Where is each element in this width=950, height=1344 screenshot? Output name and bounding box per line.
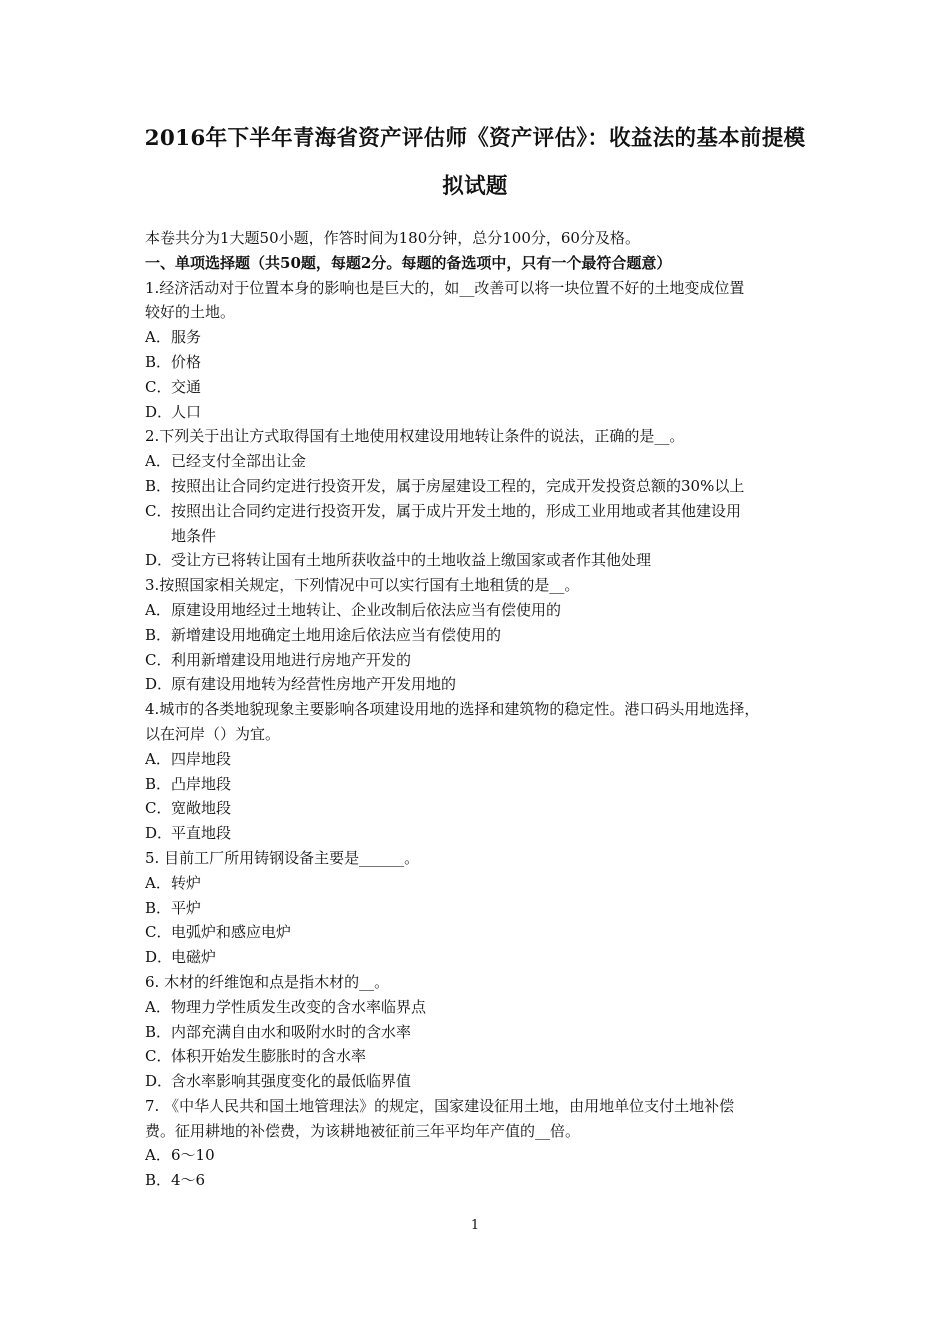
option-text: 电磁炉 (171, 948, 217, 967)
option-text: 价格 (171, 352, 202, 371)
question-1-option (145, 325, 813, 350)
option-text: 交通 (171, 377, 202, 396)
question-3-option (145, 598, 813, 623)
option-letter: D． (145, 1072, 173, 1091)
question-1-option (145, 350, 813, 375)
question-2-option (145, 524, 813, 549)
option-text: 6～10 (171, 1146, 215, 1165)
question-1-option (145, 400, 813, 425)
option-letter: B． (145, 774, 172, 793)
option-text: 服务 (171, 328, 202, 347)
question-6-text: 6. 木材的纤维饱和点是指木材的__。 (145, 972, 390, 991)
option-letter: D． (145, 824, 173, 843)
question-5-option (145, 920, 813, 945)
question-6-option (145, 995, 813, 1020)
question-4-text: 4.城市的各类地貌现象主要影响各项建设用地的选择和建筑物的稳定性。港口码头用地选择， (145, 700, 760, 719)
option-text: 体积开始发生膨胀时的含水率 (171, 1047, 367, 1066)
option-text: 按照出让合同约定进行投资开发，属于房屋建设工程的，完成开发投资总额的30%以上 (171, 476, 745, 495)
question-4-text: 以在河岸（）为宜。 (145, 724, 281, 743)
option-letter: A． (145, 1146, 171, 1165)
option-letter: A． (145, 328, 171, 347)
option-letter: D． (145, 948, 173, 967)
question-4-option (145, 796, 813, 821)
question-7-text: 7. 《中华人民共和国土地管理法》的规定，国家建设征用土地，由用地单位支付土地补偿 (145, 1096, 735, 1115)
option-text: 原建设用地经过土地转让、企业改制后依法应当有偿使用的 (171, 600, 562, 619)
exam-intro: 本卷共分为1大题50小题，作答时间为180分钟，总分100分，60分及格。 (145, 229, 640, 247)
option-text: 利用新增建设用地进行房地产开发的 (171, 650, 412, 669)
option-letter: A． (145, 452, 171, 471)
option-text: 内部充满自由水和吸附水时的含水率 (171, 1022, 412, 1041)
question-6-option (145, 1044, 813, 1069)
option-letter: D． (145, 551, 173, 570)
option-letter: B． (145, 625, 172, 644)
question-4-option (145, 747, 813, 772)
question-2-option (145, 499, 813, 524)
question-2-text: 2.下列关于出让方式取得国有土地使用权建设用地转让条件的说法，正确的是__。 (145, 427, 685, 446)
option-text: 含水率影响其强度变化的最低临界值 (171, 1072, 412, 1091)
question-6-option (145, 1069, 813, 1094)
option-text: 原有建设用地转为经营性房地产开发用地的 (171, 675, 457, 694)
question-1-text: 较好的土地。 (145, 303, 236, 322)
option-letter: C． (145, 650, 172, 669)
question-7-text: 费。征用耕地的补偿费，为该耕地被征前三年平均年产值的__倍。 (145, 1121, 581, 1140)
section-heading: 一、单项选择题（共50题，每题2分。每题的备选项中，只有一个最符合题意） (145, 253, 672, 272)
question-3-option (145, 623, 813, 648)
option-letter: B． (145, 352, 172, 371)
question-4-option (145, 772, 813, 797)
option-letter: D． (145, 402, 173, 421)
option-text: 平炉 (171, 898, 202, 917)
option-letter: C． (145, 799, 172, 818)
option-text: 宽敞地段 (171, 799, 232, 818)
question-5-option (145, 945, 813, 970)
question-3-text: 3.按照国家相关规定，下列情况中可以实行国有土地租赁的是__。 (145, 576, 580, 595)
option-letter: A． (145, 873, 171, 892)
option-text: 受让方已将转让国有土地所获收益中的土地收益上缴国家或者作其他处理 (171, 551, 652, 570)
question-1-text: 1.经济活动对于位置本身的影响也是巨大的，如__改善可以将一块位置不好的土地变成位置 (145, 278, 745, 297)
option-text: 转炉 (171, 873, 202, 892)
option-text: 电弧炉和感应电炉 (171, 923, 292, 942)
option-text: 凸岸地段 (171, 774, 232, 793)
option-letter: B． (145, 476, 172, 495)
option-text: 四岸地段 (171, 749, 232, 768)
option-letter: B． (145, 1022, 172, 1041)
option-letter: B． (145, 1171, 172, 1190)
option-text: 人口 (171, 402, 202, 421)
option-letter: B． (145, 898, 172, 917)
title-line-1: 2016年下半年青海省资产评估师《资产评估》：收益法的基本前提模 (144, 126, 806, 151)
option-letter: C． (145, 377, 172, 396)
question-7-option (145, 1143, 813, 1168)
option-text: 地条件 (171, 526, 217, 545)
question-2-option (145, 474, 813, 499)
page-number: 1 (470, 1218, 480, 1233)
question-2-option (145, 548, 813, 573)
option-text: 平直地段 (171, 824, 232, 843)
option-text: 4～6 (171, 1171, 206, 1190)
document-body (145, 226, 813, 1193)
question-3-option (145, 648, 813, 673)
option-letter: C． (145, 1047, 172, 1066)
option-letter: C． (145, 501, 172, 520)
option-text: 物理力学性质发生改变的含水率临界点 (171, 997, 427, 1016)
option-letter: D． (145, 675, 173, 694)
option-letter: A． (145, 600, 171, 619)
option-letter: A． (145, 997, 171, 1016)
option-letter: C． (145, 923, 172, 942)
question-5-option (145, 871, 813, 896)
question-5-text: 5. 目前工厂所用铸钢设备主要是______。 (145, 848, 420, 867)
option-text: 按照出让合同约定进行投资开发，属于成片开发土地的，形成工业用地或者其他建设用 (171, 501, 742, 520)
question-3-option (145, 672, 813, 697)
question-4-option (145, 821, 813, 846)
option-text: 新增建设用地确定土地用途后依法应当有偿使用的 (171, 625, 502, 644)
question-7-option (145, 1168, 813, 1193)
question-5-option (145, 896, 813, 921)
option-text: 已经支付全部出让金 (171, 452, 307, 471)
title-line-2: 拟试题 (442, 174, 508, 199)
question-2-option (145, 449, 813, 474)
question-1-option (145, 375, 813, 400)
question-6-option (145, 1020, 813, 1045)
option-letter: A． (145, 749, 171, 768)
